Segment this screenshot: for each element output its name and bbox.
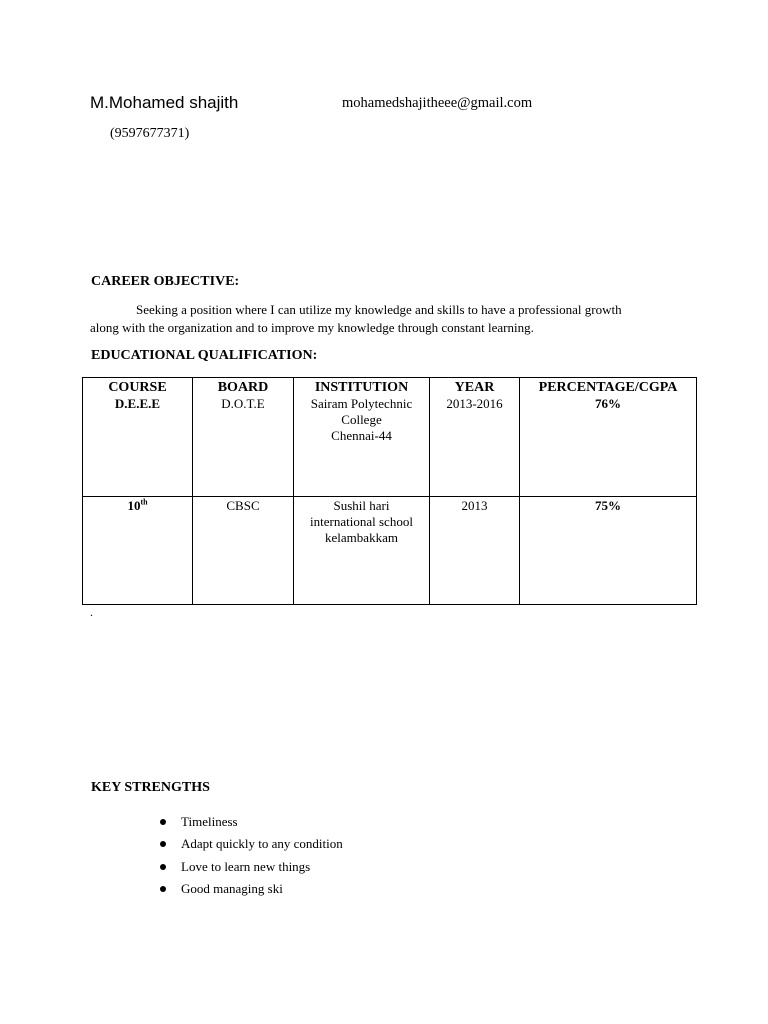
cell-year: 2013 (430, 497, 520, 605)
education-heading: EDUCATIONAL QUALIFICATION: (91, 348, 318, 363)
strength-text: Love to learn new things (181, 858, 311, 874)
cell-board: D.O.T.E (193, 396, 294, 497)
list-item (160, 813, 343, 835)
career-objective-heading: CAREER OBJECTIVE: (91, 274, 240, 289)
phone-number: (9597677371) (110, 126, 190, 141)
table-row (83, 497, 697, 605)
column-header-board: BOARD (193, 378, 294, 397)
candidate-name: M.Mohamed shajith (90, 93, 239, 112)
education-table (82, 377, 697, 605)
column-header-percentage: PERCENTAGE/CGPA (520, 378, 697, 397)
separator-dot: . (90, 605, 93, 619)
table-header-row (83, 378, 697, 397)
column-header-course: COURSE (83, 378, 193, 397)
ordinal-suffix: th (140, 497, 148, 507)
email-address: mohamedshajitheee@gmail.com (342, 95, 533, 111)
objective-line-1: Seeking a position where I can utilize my knowledge and skills to have a professional growth (136, 302, 622, 317)
bullet-icon (160, 864, 166, 870)
cell-course (83, 497, 193, 605)
institution-line: kelambakkam (325, 530, 398, 545)
column-header-institution: INSTITUTION (294, 378, 430, 397)
key-strengths-list (160, 813, 343, 902)
bullet-icon (160, 819, 166, 825)
career-objective-text (90, 301, 680, 337)
table-row (83, 396, 697, 497)
cell-percentage: 75% (520, 497, 697, 605)
course-value: 10 (127, 498, 141, 513)
column-header-year: YEAR (430, 378, 520, 397)
list-item (160, 835, 343, 857)
list-item (160, 880, 343, 902)
cell-year: 2013-2016 (430, 396, 520, 497)
strength-text: Good managing ski (181, 880, 283, 896)
institution-line: Sushil hari (333, 498, 390, 513)
cell-institution (294, 497, 430, 605)
institution-line: Sairam Polytechnic (310, 396, 413, 411)
cell-institution (294, 396, 430, 497)
key-strengths-heading: KEY STRENGTHS (91, 780, 210, 795)
institution-line: College (341, 412, 382, 427)
cell-board: CBSC (193, 497, 294, 605)
strength-text: Adapt quickly to any condition (181, 836, 343, 852)
institution-line: international school (310, 514, 413, 529)
institution-line: Chennai-44 (331, 428, 392, 443)
objective-line-2: along with the organization and to improve my knowledge through constant learning. (90, 320, 534, 335)
bullet-icon (160, 886, 166, 892)
cell-course: D.E.E.E (83, 396, 193, 497)
strength-text: Timeliness (181, 814, 238, 829)
bullet-icon (160, 841, 166, 847)
list-item (160, 858, 343, 880)
cell-percentage: 76% (520, 396, 697, 497)
